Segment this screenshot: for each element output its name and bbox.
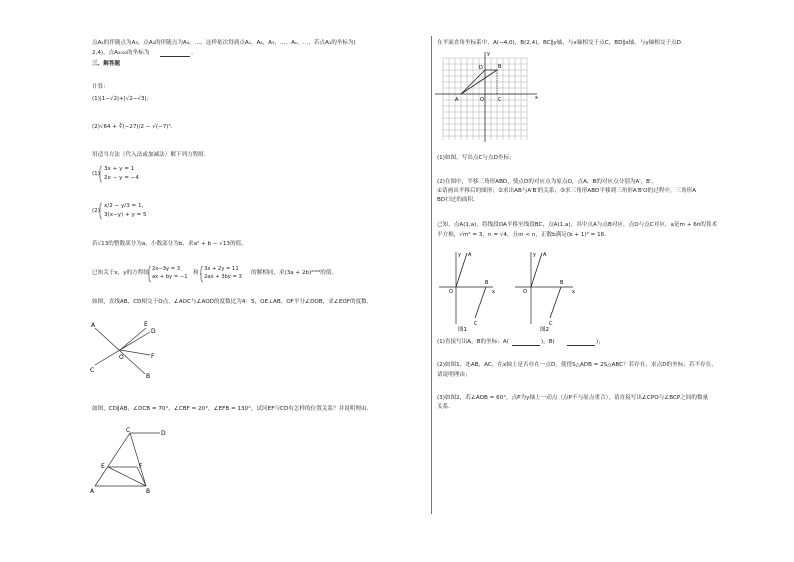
question-text: 计算： — [92, 84, 109, 90]
point-label-O: O — [523, 289, 527, 295]
segment-BC — [550, 287, 561, 318]
point-label-B: B — [146, 488, 151, 495]
equation: 2ax + 3by = 3 — [204, 274, 242, 280]
axis-label-y: y — [487, 51, 490, 57]
axis-label-y: y — [533, 252, 536, 258]
answer-blank — [567, 345, 595, 346]
intersecting-lines-figure — [86, 316, 166, 382]
system-label: (1) — [92, 171, 100, 177]
question-text: 在平面直角坐标系中，A(−4,0)，B(2,4)，BC∥y轴，与x轴相交于点C，BD∥x轴，与y轴相交于点D． — [437, 40, 687, 46]
point-label-C: C — [126, 427, 131, 434]
parallel-lines-figure — [86, 424, 176, 496]
point-label-D: D — [479, 65, 483, 71]
point-label-B: B — [560, 280, 564, 286]
question-text: 如图，CD∥AB，∠DCB = 70°，∠CBF = 20°，∠EFB = 130°，试问EF与CD有怎样的位置关系？并说明理由． — [92, 406, 373, 412]
ray-OE — [120, 328, 146, 350]
brace-icon — [99, 166, 103, 182]
question-text: )； — [596, 339, 604, 345]
question-text: 关系． — [437, 404, 454, 410]
point-label-C: C — [498, 97, 502, 103]
point-label-E: E — [144, 321, 148, 328]
point-label-F: F — [151, 353, 155, 360]
equation: x/2 − y/3 = 1， — [104, 203, 148, 209]
brace-icon — [99, 203, 103, 219]
question-text: 点A₂的伴随点为A₃，点A₃的伴随点为A₄，…，这样依次得到点A₁，A₂，A₃，…，Aₙ，…，若点A₁的坐标为( — [92, 40, 356, 46]
point-label-C: C — [474, 321, 478, 327]
question-text: 已知，点A(1,a)，将线段OA平移至线段BC，点A(1,a)，其中点A与点B对应，点O与点C对应，a是m + 6n的算术 — [437, 222, 718, 228]
ray-OF — [120, 350, 150, 355]
point-label-F: F — [139, 463, 143, 470]
question-text: 和 — [193, 270, 199, 276]
question-text: (1)|1−√2|+|√2−√3|； — [92, 96, 153, 102]
point-label-C: C — [549, 321, 553, 327]
system-label: (2) — [92, 208, 100, 214]
figure-1 — [437, 248, 507, 334]
segment-OA — [531, 253, 542, 287]
figure-caption: 图1 — [458, 327, 467, 333]
equation: ax + by = −1 — [152, 274, 188, 280]
point-label-B: B — [498, 64, 502, 70]
point-label-O: O — [480, 97, 484, 103]
question-text: (2)如图1，连AB，AC，在x轴上是否存在一点D，使得S△ADB = 2S△ABC？若存在，求点D的坐标；若不存在， — [437, 362, 717, 368]
figure-caption: 图2 — [540, 327, 549, 333]
point-label-D: D — [151, 328, 156, 335]
grid-coordinate-figure — [433, 50, 541, 142]
segment-OA — [456, 253, 467, 287]
question-text: (3)如图2，若∠AOB = 60°，点P为y轴上一动点（点P不与原点重合），请直接写出∠CPO与∠BCP之间的数量 — [437, 395, 709, 401]
question-text: (2)在图中，平移三角形ABD，使点D的对应点为原点O，点A，B的对应点分别为A′，B′， — [437, 179, 657, 185]
question-text: 。 — [191, 50, 197, 56]
question-text: (2)√64 + ∛(−27)/2 − √(−7)²． — [92, 124, 177, 130]
point-label-E: E — [101, 463, 105, 470]
axis-label-x: x — [492, 289, 495, 295]
section-heading: 三、解答题 — [92, 61, 120, 67]
segment-CB — [130, 433, 146, 486]
equation: 2x − y = −4 — [104, 175, 139, 181]
question-text: 的解相同，求(3a + 2b)²⁰²⁰的值。 — [251, 270, 338, 276]
segment-BC — [475, 287, 486, 318]
equation: 3x + y = 1 — [104, 166, 135, 172]
point-label-A: A — [91, 322, 96, 329]
question-text: 已知关于x，y的方程组 — [92, 270, 149, 276]
question-text: 2,4)，点A₂₀₂₀的坐标为 — [92, 50, 150, 56]
point-label-B: B — [485, 280, 489, 286]
equation: 2x−3y = 3 — [152, 266, 181, 272]
question-text: ①请画出平移后的图形；②求出AB与A′B′的关系；③求三角形ABD平移到三角形A′B′O的过程中，三角形A — [437, 188, 697, 194]
axis-label-x: x — [535, 95, 538, 101]
column-divider — [431, 36, 432, 514]
question-text: (1)如图，写出点C与点D坐标； — [437, 155, 515, 161]
equation: 3(x−y) + y = 5 — [104, 212, 147, 218]
axis-label-y: y — [458, 252, 461, 258]
answer-blank — [160, 56, 190, 57]
question-text: )，B( — [541, 339, 555, 345]
question-text: (1)直接写出A，B的坐标：A( — [437, 339, 509, 345]
point-label-B: B — [146, 373, 151, 380]
point-label-C: C — [90, 367, 95, 374]
point-label-O: O — [119, 354, 124, 361]
question-text: 如图，直线AB、CD相交于O点，∠AOC与∠AOD的度数比为4：5，OE⊥AB，OF平分∠DOB，求∠EOF的度数． — [92, 299, 373, 305]
point-label-D: D — [161, 430, 166, 437]
axis-label-x: x — [572, 289, 575, 295]
question-text: 用适当方法（代入法或加减法）解下列方程组． — [92, 152, 210, 158]
question-text: 若√13的整数部分为a，小数部分为b，求a² + b − √13的值。 — [92, 241, 247, 247]
question-text: 请说明理由； — [437, 372, 471, 378]
question-text: 平方根，√m² = 3，n = √4，且m < n，正数b满足(b + 1)² = 16． — [437, 232, 610, 238]
figure-2 — [513, 248, 583, 334]
point-label-O: O — [449, 289, 453, 295]
segment-CA — [95, 433, 130, 486]
question-text: BD扫过的面积． — [437, 197, 479, 203]
answer-blank — [512, 345, 540, 346]
point-label-A: A — [468, 252, 472, 258]
point-label-A: A — [543, 252, 547, 258]
equation: 3x + 2y = 11 — [204, 266, 239, 272]
point-label-A: A — [455, 97, 459, 103]
point-label-A: A — [90, 488, 95, 495]
